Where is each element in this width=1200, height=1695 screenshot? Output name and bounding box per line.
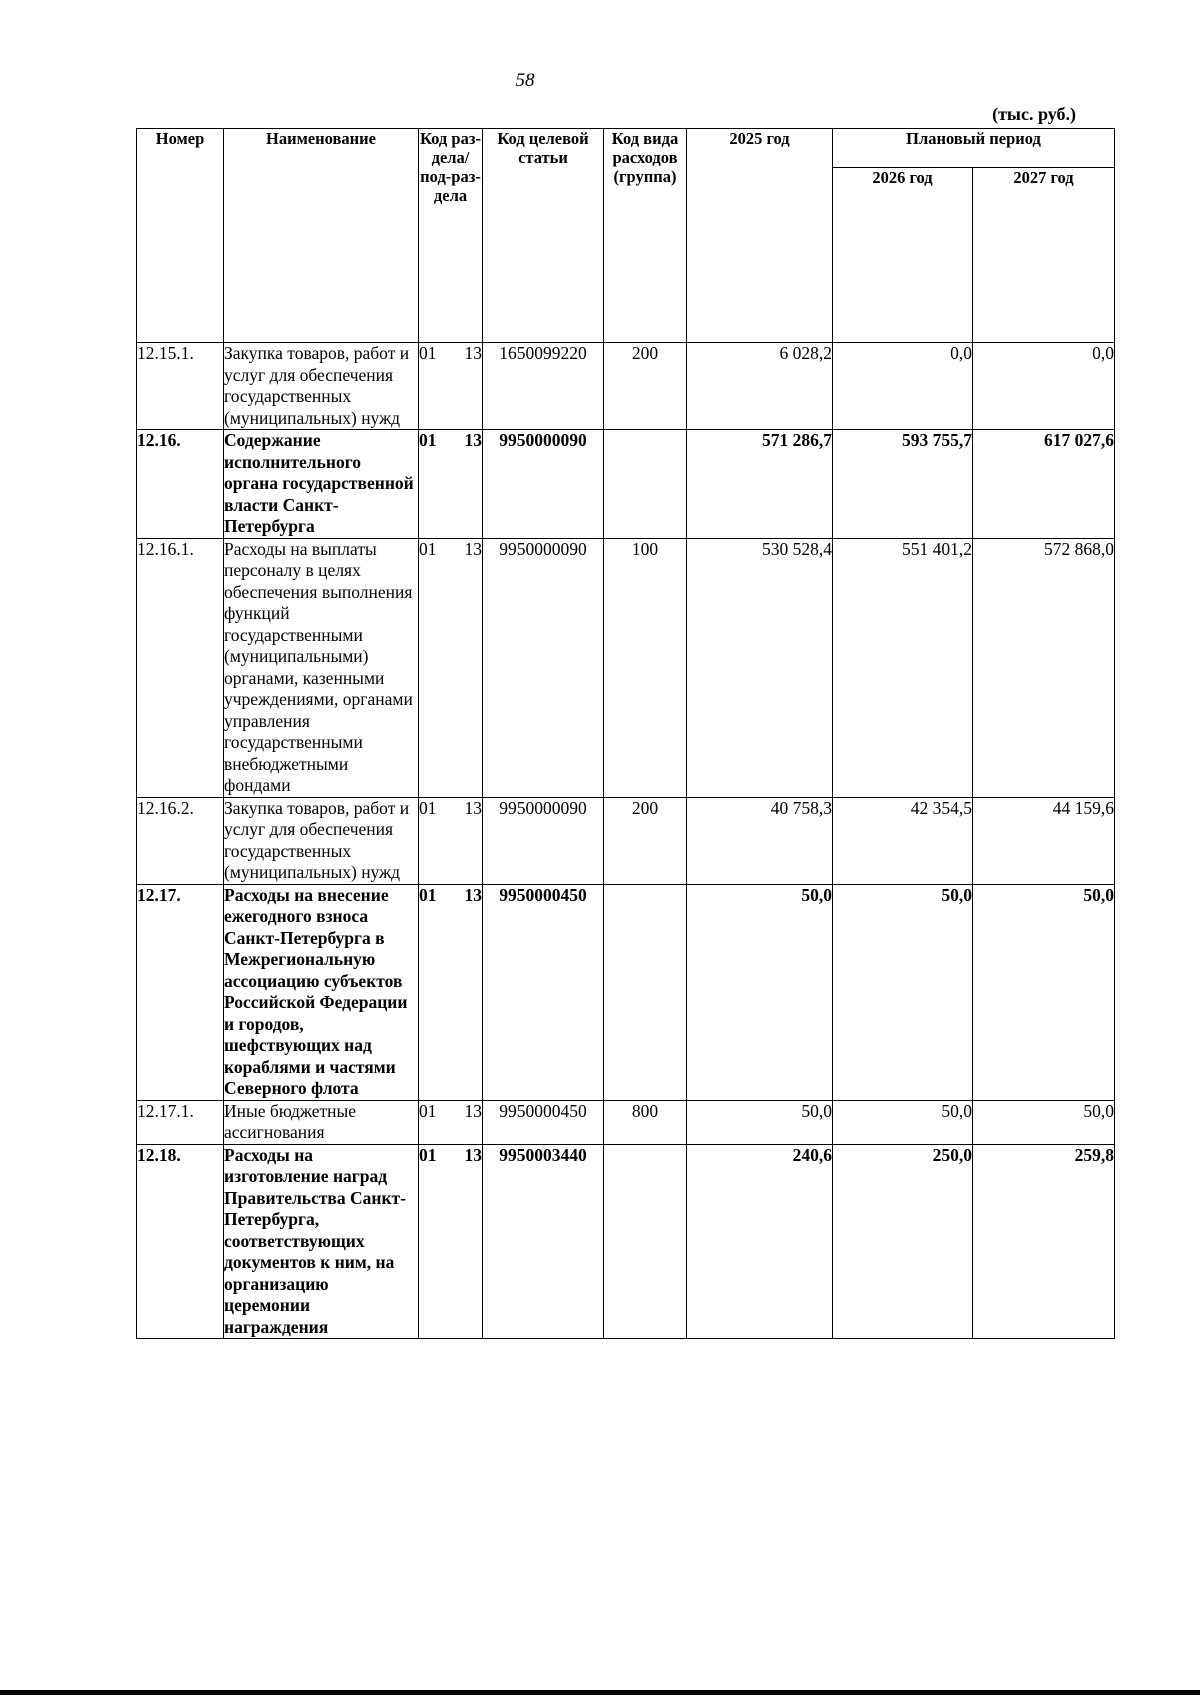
row-amount-2025-cell: 40 758,3 — [687, 797, 833, 884]
header-section-code: Код раз-дела/ под-раз-дела — [419, 129, 483, 343]
row-name-cell: Расходы на выплаты персоналу в целях обеспечения выполнения функций государственными (муниципальными) органами, казенными учреждениями, органами управления государственными внебюджетными фондами — [224, 538, 419, 797]
subsection-code: 13 — [464, 1144, 482, 1165]
row-amount-2025-cell: 50,0 — [687, 884, 833, 1100]
row-amount-2025-cell: 530 528,4 — [687, 538, 833, 797]
section-code: 01 — [419, 884, 437, 905]
header-name: Наименование — [224, 129, 419, 343]
row-number-cell: 12.16. — [137, 430, 224, 539]
subsection-code: 13 — [464, 538, 482, 559]
row-amount-2027-cell: 0,0 — [973, 343, 1115, 430]
row-section-cell — [419, 1100, 483, 1144]
row-amount-2027-cell: 44 159,6 — [973, 797, 1115, 884]
row-amount-2025-cell: 50,0 — [687, 1100, 833, 1144]
row-target-code-cell: 9950000090 — [483, 430, 604, 539]
row-amount-2027-cell: 617 027,6 — [973, 430, 1115, 539]
row-amount-2026-cell: 50,0 — [833, 1100, 973, 1144]
row-name-cell: Содержание исполнительного органа государственной власти Санкт-Петербурга — [224, 430, 419, 539]
row-amount-2027-cell: 50,0 — [973, 1100, 1115, 1144]
table-row — [137, 343, 1115, 430]
section-code: 01 — [419, 797, 437, 818]
row-target-code-cell: 1650099220 — [483, 343, 604, 430]
subsection-code: 13 — [464, 430, 482, 450]
table-row — [137, 430, 1115, 539]
subsection-code: 13 — [464, 1100, 482, 1121]
row-amount-2025-cell: 240,6 — [687, 1144, 833, 1339]
header-year-2025: 2025 год — [687, 129, 833, 343]
row-section-cell — [419, 884, 483, 1100]
row-expense-group-cell: 100 — [604, 538, 687, 797]
row-name-cell: Иные бюджетные ассигнования — [224, 1100, 419, 1144]
section-code: 01 — [419, 1144, 437, 1165]
row-name-cell: Закупка товаров, работ и услуг для обеспечения государственных (муниципальных) нужд — [224, 797, 419, 884]
budget-table — [136, 128, 1115, 1339]
section-code: 01 — [419, 343, 437, 363]
header-year-2026: 2026 год — [833, 168, 973, 343]
row-section-cell — [419, 797, 483, 884]
header-year-2027: 2027 год — [973, 168, 1115, 343]
header-number: Номер — [137, 129, 224, 343]
section-code: 01 — [419, 1100, 437, 1121]
subsection-code: 13 — [464, 343, 482, 363]
row-expense-group-cell: 200 — [604, 797, 687, 884]
row-amount-2026-cell: 0,0 — [833, 343, 973, 430]
row-target-code-cell: 9950000090 — [483, 538, 604, 797]
row-target-code-cell: 9950000090 — [483, 797, 604, 884]
row-name-cell: Расходы на внесение ежегодного взноса Санкт-Петербурга в Межрегиональную ассоциацию субъектов Российской Федерации и городов, шефствующих над кораблями и частями Северного флота — [224, 884, 419, 1100]
section-code: 01 — [419, 430, 437, 450]
row-amount-2025-cell: 571 286,7 — [687, 430, 833, 539]
row-amount-2026-cell: 551 401,2 — [833, 538, 973, 797]
row-expense-group-cell — [604, 430, 687, 539]
row-section-cell — [419, 343, 483, 430]
table-row — [137, 884, 1115, 1100]
row-expense-group-cell: 800 — [604, 1100, 687, 1144]
header-planned-period: Плановый период — [833, 129, 1115, 168]
row-number-cell: 12.16.2. — [137, 797, 224, 884]
row-number-cell: 12.17.1. — [137, 1100, 224, 1144]
table-row — [137, 538, 1115, 797]
table-row — [137, 1100, 1115, 1144]
row-number-cell: 12.18. — [137, 1144, 224, 1339]
subsection-code: 13 — [464, 884, 482, 905]
subsection-code: 13 — [464, 797, 482, 818]
row-number-cell: 12.15.1. — [137, 343, 224, 430]
row-number-cell: 12.16.1. — [137, 538, 224, 797]
row-name-cell: Закупка товаров, работ и услуг для обеспечения государственных (муниципальных) нужд — [224, 343, 419, 430]
table-row — [137, 797, 1115, 884]
row-amount-2026-cell: 250,0 — [833, 1144, 973, 1339]
row-expense-group-cell: 200 — [604, 343, 687, 430]
row-amount-2027-cell: 50,0 — [973, 884, 1115, 1100]
row-amount-2025-cell: 6 028,2 — [687, 343, 833, 430]
header-target-code: Код целевой статьи — [483, 129, 604, 343]
table-body — [137, 343, 1115, 1339]
row-amount-2026-cell: 50,0 — [833, 884, 973, 1100]
row-section-cell — [419, 1144, 483, 1339]
row-amount-2026-cell: 42 354,5 — [833, 797, 973, 884]
page-number: 58 — [515, 70, 535, 91]
row-section-cell — [419, 430, 483, 539]
scan-edge — [0, 1690, 1200, 1695]
row-target-code-cell: 9950000450 — [483, 1100, 604, 1144]
row-expense-group-cell — [604, 884, 687, 1100]
row-target-code-cell: 9950000450 — [483, 884, 604, 1100]
row-amount-2027-cell: 572 868,0 — [973, 538, 1115, 797]
row-amount-2026-cell: 593 755,7 — [833, 430, 973, 539]
section-code: 01 — [419, 538, 437, 559]
table-row — [137, 1144, 1115, 1339]
row-section-cell — [419, 538, 483, 797]
row-target-code-cell: 9950003440 — [483, 1144, 604, 1339]
row-number-cell: 12.17. — [137, 884, 224, 1100]
units-label: (тыс. руб.) — [992, 104, 1076, 124]
row-amount-2027-cell: 259,8 — [973, 1144, 1115, 1339]
header-expense-group: Код вида расходов (группа) — [604, 129, 687, 343]
row-name-cell: Расходы на изготовление наград Правительства Санкт-Петербурга, соответствующих документов к ним, на организацию церемонии награждения — [224, 1144, 419, 1339]
row-expense-group-cell — [604, 1144, 687, 1339]
